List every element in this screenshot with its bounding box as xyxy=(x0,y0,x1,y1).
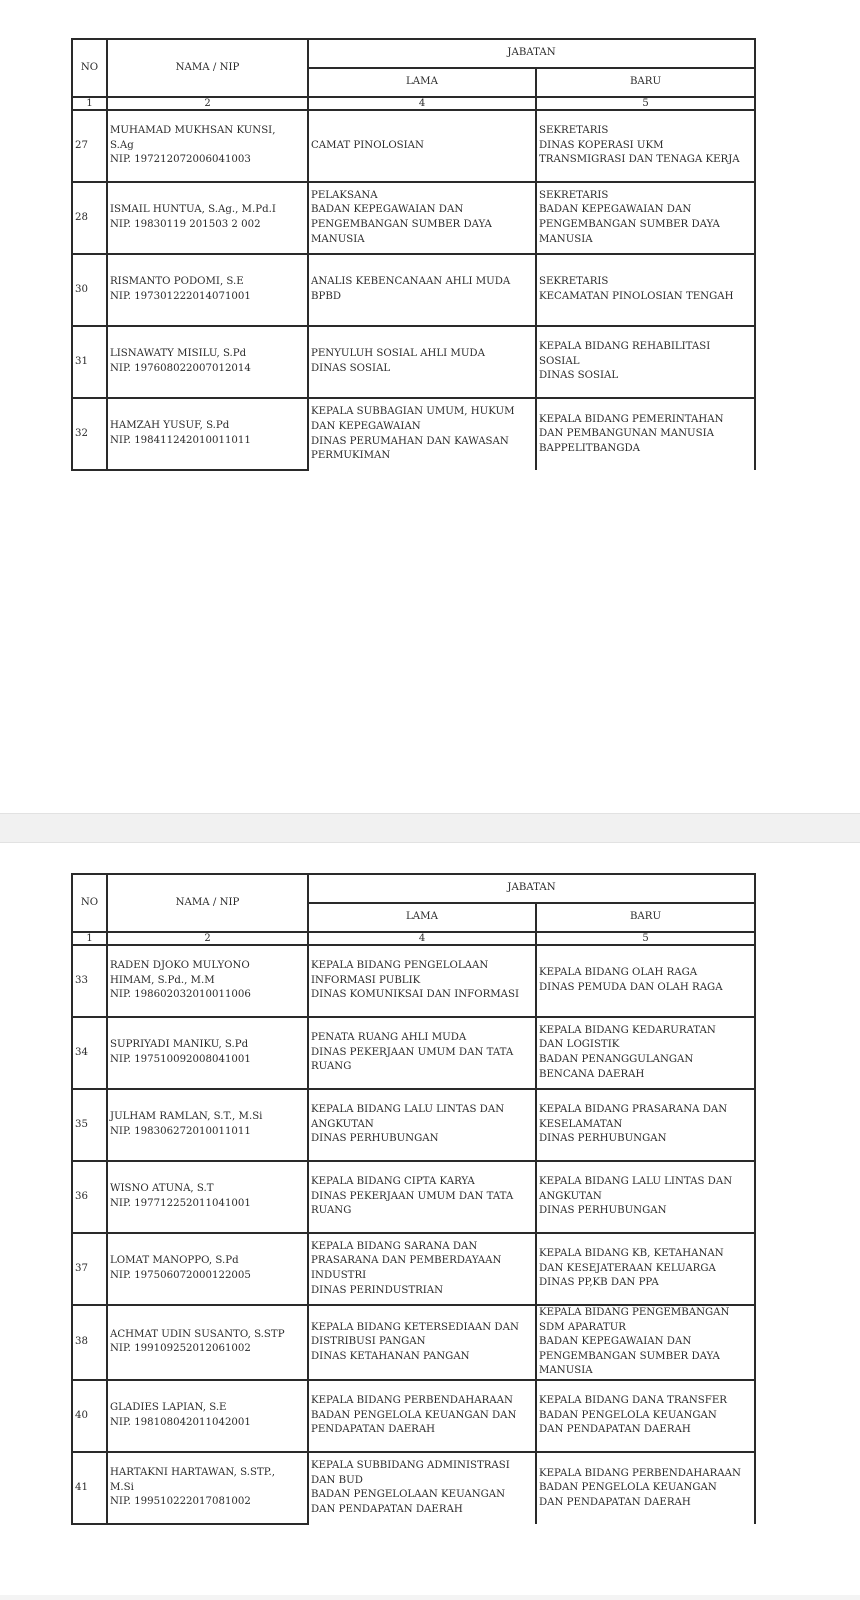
new-position-line: DAN PEMBANGUNAN MANUSIA xyxy=(539,428,714,440)
old-position-cell xyxy=(308,182,536,254)
new-position-line: MANUSIA xyxy=(539,233,593,245)
name-nip-line: NIP. 197712252011041001 xyxy=(110,1198,251,1209)
new-position-cell xyxy=(536,110,755,182)
new-position-line: KEPALA BIDANG OLAH RAGA xyxy=(539,967,698,979)
new-position-line: BADAN KEPEGAWAIAN DAN xyxy=(539,204,692,216)
column-number: 2 xyxy=(107,97,308,110)
row-number: 36 xyxy=(72,1161,107,1233)
old-position-line: KEPALA BIDANG PENGELOLAAN xyxy=(311,960,489,972)
row-number: 37 xyxy=(72,1233,107,1305)
old-position-line: PELAKSANA xyxy=(311,189,378,201)
old-position-line: DINAS SOSIAL xyxy=(311,363,391,374)
new-position-line: DINAS PP,KB DAN PPA xyxy=(539,1277,659,1289)
old-position-line: KEPALA BIDANG SARANA DAN xyxy=(311,1240,478,1252)
new-position-line: KEPALA BIDANG DANA TRANSFER xyxy=(539,1395,727,1407)
name-nip-cell xyxy=(107,1233,308,1305)
name-nip-line: JULHAM RAMLAN, S.T., M.Si xyxy=(110,1111,263,1123)
name-nip-line: NIP. 199510222017081002 xyxy=(110,1496,251,1508)
new-position-cell xyxy=(536,1017,755,1089)
old-position-line: PRASARANA DAN PEMBERDAYAAN xyxy=(311,1255,502,1267)
name-nip-cell xyxy=(107,398,308,470)
new-position-line: DAN PENDAPATAN DAERAH xyxy=(539,1424,691,1436)
old-position-cell xyxy=(308,254,536,326)
new-position-line: DINAS PEMUDA DAN OLAH RAGA xyxy=(539,982,723,993)
name-nip-cell xyxy=(107,1305,308,1380)
new-position-line: DAN KESEJATERAAN KELUARGA xyxy=(539,1262,716,1274)
new-position-line: KEPALA BIDANG PRASARANA DAN xyxy=(539,1104,728,1116)
header-nama-nip: NAMA / NIP xyxy=(107,39,308,97)
row-number: 41 xyxy=(72,1452,107,1524)
name-nip-line: M.Si xyxy=(110,1481,134,1493)
document-page-2 xyxy=(0,843,860,1595)
new-position-line: DAN LOGISTIK xyxy=(539,1039,620,1051)
name-nip-line: NIP. 197212072006041003 xyxy=(110,154,251,166)
old-position-line: DINAS PERINDUSTRIAN xyxy=(311,1284,444,1296)
table-row xyxy=(72,254,755,326)
old-position-line: PENYULUH SOSIAL AHLI MUDA xyxy=(311,348,485,360)
old-position-cell xyxy=(308,110,536,182)
old-position-line: BPBD xyxy=(311,291,341,302)
old-position-line: KEPALA SUBBIDANG ADMINISTRASI xyxy=(311,1460,510,1472)
new-position-line: DINAS SOSIAL xyxy=(539,370,619,382)
new-position-cell xyxy=(536,1380,755,1452)
name-nip-line: NIP. 197608022007012014 xyxy=(110,363,251,374)
name-nip-cell xyxy=(107,1161,308,1233)
new-position-line: TRANSMIGRASI DAN TENAGA KERJA xyxy=(539,154,740,166)
old-position-line: PENDAPATAN DAERAH xyxy=(311,1424,436,1436)
new-position-cell xyxy=(536,1452,755,1524)
row-number: 35 xyxy=(72,1089,107,1161)
name-nip-line: NIP. 199109252012061002 xyxy=(110,1343,251,1355)
old-position-line: BADAN PENGELOLA KEUANGAN DAN xyxy=(311,1409,517,1421)
old-position-cell xyxy=(308,326,536,398)
new-position-line: SDM APARATUR xyxy=(539,1321,626,1333)
table-row xyxy=(72,1161,755,1233)
old-position-line: DINAS KETAHANAN PANGAN xyxy=(311,1350,470,1362)
old-position-line: DISTRIBUSI PANGAN xyxy=(311,1336,426,1348)
table-row xyxy=(72,945,755,1017)
old-position-cell xyxy=(308,945,536,1017)
row-number: 40 xyxy=(72,1380,107,1452)
header-baru: BARU xyxy=(536,68,755,97)
new-position-line: KEPALA BIDANG LALU LINTAS DAN xyxy=(539,1176,733,1188)
name-nip-line: RISMANTO PODOMI, S.E xyxy=(110,276,244,288)
old-position-line: DINAS PERHUBUNGAN xyxy=(311,1133,439,1145)
new-position-cell xyxy=(536,1161,755,1233)
table-row xyxy=(72,182,755,254)
new-position-line: KEPALA BIDANG REHABILITASI xyxy=(539,341,711,353)
column-number: 1 xyxy=(72,932,107,945)
new-position-line: SOSIAL xyxy=(539,355,580,367)
new-position-line: DINAS PERHUBUNGAN xyxy=(539,1205,667,1217)
table-body xyxy=(72,945,755,1524)
table-row xyxy=(72,1305,755,1380)
old-position-cell xyxy=(308,1380,536,1452)
table-row xyxy=(72,326,755,398)
header-baru: BARU xyxy=(536,903,755,932)
name-nip-cell xyxy=(107,254,308,326)
old-position-line: BADAN PENGELOLAAN KEUANGAN xyxy=(311,1489,506,1501)
new-position-line: KESELAMATAN xyxy=(539,1118,623,1130)
row-number: 33 xyxy=(72,945,107,1017)
page-separator xyxy=(0,813,860,843)
old-position-line: DINAS KOMUNIKSAI DAN INFORMASI xyxy=(311,989,520,1001)
new-position-cell xyxy=(536,1233,755,1305)
new-position-line: PENGEMBANGAN SUMBER DAYA xyxy=(539,219,720,230)
table-row xyxy=(72,110,755,182)
column-number: 2 xyxy=(107,932,308,945)
old-position-line: KEPALA BIDANG LALU LINTAS DAN xyxy=(311,1104,505,1116)
table-row xyxy=(72,1233,755,1305)
old-position-cell xyxy=(308,1452,536,1524)
name-nip-line: NIP. 197506072000122005 xyxy=(110,1270,251,1281)
mutation-table xyxy=(71,873,756,1525)
old-position-cell xyxy=(308,1089,536,1161)
name-nip-line: LISNAWATY MISILU, S.Pd xyxy=(110,348,247,360)
new-position-line: KEPALA BIDANG PERBENDAHARAAN xyxy=(539,1467,741,1479)
old-position-cell xyxy=(308,1233,536,1305)
old-position-line: PENATA RUANG AHLI MUDA xyxy=(311,1032,467,1044)
old-position-line: KEPALA BIDANG PERBENDAHARAAN xyxy=(311,1395,513,1407)
name-nip-line: NIP. 197510092008041001 xyxy=(110,1054,251,1065)
column-number: 5 xyxy=(536,97,755,110)
name-nip-cell xyxy=(107,945,308,1017)
new-position-line: SEKRETARIS xyxy=(539,189,609,201)
new-position-cell xyxy=(536,1305,755,1380)
name-nip-line: ISMAIL HUNTUA, S.Ag., M.Pd.I xyxy=(110,204,276,216)
old-position-line: PERMUKIMAN xyxy=(311,450,391,462)
column-number: 5 xyxy=(536,932,755,945)
column-number: 4 xyxy=(308,932,536,945)
new-position-line: KECAMATAN PINOLOSIAN TENGAH xyxy=(539,291,734,302)
new-position-line: SEKRETARIS xyxy=(539,276,609,288)
header-jabatan: JABATAN xyxy=(308,874,755,903)
new-position-cell xyxy=(536,182,755,254)
new-position-cell xyxy=(536,945,755,1017)
name-nip-line: GLADIES LAPIAN, S.E xyxy=(110,1402,227,1414)
column-number: 4 xyxy=(308,97,536,110)
new-position-cell xyxy=(536,326,755,398)
table-row xyxy=(72,1380,755,1452)
new-position-line: BAPPELITBANGDA xyxy=(539,442,640,454)
row-number: 27 xyxy=(72,110,107,182)
header-nama-nip: NAMA / NIP xyxy=(107,874,308,932)
header-no: NO xyxy=(72,39,107,97)
old-position-line: DINAS PERUMAHAN DAN KAWASAN xyxy=(311,435,509,447)
name-nip-line: NIP. 198306272010011011 xyxy=(110,1126,251,1137)
name-nip-line: HIMAM, S.Pd., M.M xyxy=(110,974,215,986)
old-position-line: KEPALA BIDANG KETERSEDIAAN DAN xyxy=(311,1321,519,1333)
name-nip-line: HAMZAH YUSUF, S.Pd xyxy=(110,420,230,432)
new-position-line: BADAN PENGELOLA KEUANGAN xyxy=(539,1409,717,1421)
name-nip-line: NIP. 198108042011042001 xyxy=(110,1416,251,1428)
row-number: 31 xyxy=(72,326,107,398)
old-position-line: DINAS PEKERJAAN UMUM DAN TATA xyxy=(311,1046,514,1058)
old-position-line: DAN KEPEGAWAIAN xyxy=(311,420,421,432)
name-nip-line: SUPRIYADI MANIKU, S.Pd xyxy=(110,1039,249,1051)
column-number: 1 xyxy=(72,97,107,110)
name-nip-line: NIP. 198411242010011011 xyxy=(110,435,251,446)
name-nip-line: WISNO ATUNA, S.T xyxy=(110,1183,214,1195)
name-nip-line: S.Ag xyxy=(110,139,134,151)
name-nip-cell xyxy=(107,1017,308,1089)
header-jabatan: JABATAN xyxy=(308,39,755,68)
table-row xyxy=(72,1452,755,1524)
name-nip-line: MUHAMAD MUKHSAN KUNSI, xyxy=(110,125,276,137)
new-position-line: ANGKUTAN xyxy=(539,1190,602,1202)
row-number: 30 xyxy=(72,254,107,326)
old-position-line: KEPALA BIDANG CIPTA KARYA xyxy=(311,1176,475,1188)
name-nip-cell xyxy=(107,1380,308,1452)
name-nip-line: HARTAKNI HARTAWAN, S.STP., xyxy=(110,1467,275,1479)
new-position-line: MANUSIA xyxy=(539,1365,593,1377)
new-position-cell xyxy=(536,1089,755,1161)
new-position-line: BADAN PENANGGULANGAN xyxy=(539,1054,694,1065)
table-body xyxy=(72,110,755,470)
mutation-table xyxy=(71,38,756,471)
old-position-line: RUANG xyxy=(311,1205,352,1217)
new-position-line: BADAN PENGELOLA KEUANGAN xyxy=(539,1482,717,1494)
new-position-line: DAN PENDAPATAN DAERAH xyxy=(539,1496,691,1508)
old-position-line: ANGKUTAN xyxy=(311,1118,374,1130)
new-position-line: KEPALA BIDANG KEDARURATAN xyxy=(539,1024,716,1036)
header-lama: LAMA xyxy=(308,903,536,932)
name-nip-line: NIP. 197301222014071001 xyxy=(110,291,251,302)
old-position-line: INDUSTRI xyxy=(311,1270,367,1281)
name-nip-line: NIP. 19830119 201503 2 002 xyxy=(110,219,261,230)
old-position-line: DAN PENDAPATAN DAERAH xyxy=(311,1504,463,1516)
new-position-line: PENGEMBANGAN SUMBER DAYA xyxy=(539,1350,720,1362)
name-nip-line: RADEN DJOKO MULYONO xyxy=(110,960,250,972)
old-position-line: DINAS PEKERJAAN UMUM DAN TATA xyxy=(311,1190,514,1202)
name-nip-line: ACHMAT UDIN SUSANTO, S.STP xyxy=(110,1328,285,1340)
old-position-line: BADAN KEPEGAWAIAN DAN xyxy=(311,204,464,216)
old-position-line: KEPALA SUBBAGIAN UMUM, HUKUM xyxy=(311,406,515,418)
new-position-line: KEPALA BIDANG KB, KETAHANAN xyxy=(539,1248,724,1260)
table-row xyxy=(72,1017,755,1089)
old-position-cell xyxy=(308,1017,536,1089)
new-position-line: SEKRETARIS xyxy=(539,125,609,137)
row-number: 32 xyxy=(72,398,107,470)
old-position-cell xyxy=(308,1161,536,1233)
row-number: 38 xyxy=(72,1305,107,1380)
new-position-line: BADAN KEPEGAWAIAN DAN xyxy=(539,1336,692,1348)
header-lama: LAMA xyxy=(308,68,536,97)
new-position-line: BENCANA DAERAH xyxy=(539,1068,645,1080)
new-position-cell xyxy=(536,398,755,470)
old-position-line: CAMAT PINOLOSIAN xyxy=(311,139,424,151)
header-no: NO xyxy=(72,874,107,932)
name-nip-cell xyxy=(107,1089,308,1161)
old-position-line: MANUSIA xyxy=(311,233,365,245)
new-position-line: DINAS PERHUBUNGAN xyxy=(539,1133,667,1145)
name-nip-cell xyxy=(107,1452,308,1524)
row-number: 28 xyxy=(72,182,107,254)
table-row xyxy=(72,398,755,470)
name-nip-cell xyxy=(107,110,308,182)
old-position-cell xyxy=(308,398,536,470)
old-position-line: RUANG xyxy=(311,1061,352,1073)
old-position-line: DAN BUD xyxy=(311,1474,363,1486)
name-nip-cell xyxy=(107,326,308,398)
new-position-line: KEPALA BIDANG PEMERINTAHAN xyxy=(539,413,724,425)
old-position-line: ANALIS KEBENCANAAN AHLI MUDA xyxy=(311,276,511,288)
old-position-line: PENGEMBANGAN SUMBER DAYA xyxy=(311,219,492,230)
name-nip-line: NIP. 198602032010011006 xyxy=(110,989,251,1001)
new-position-line: KEPALA BIDANG PENGEMBANGAN xyxy=(539,1307,730,1318)
row-number: 34 xyxy=(72,1017,107,1089)
table-row xyxy=(72,1089,755,1161)
name-nip-line: LOMAT MANOPPO, S.Pd xyxy=(110,1255,239,1267)
name-nip-cell xyxy=(107,182,308,254)
new-position-cell xyxy=(536,254,755,326)
old-position-cell xyxy=(308,1305,536,1380)
page-separator-bottom xyxy=(0,1595,860,1600)
new-position-line: DINAS KOPERASI UKM xyxy=(539,139,664,151)
old-position-line: INFORMASI PUBLIK xyxy=(311,974,421,986)
